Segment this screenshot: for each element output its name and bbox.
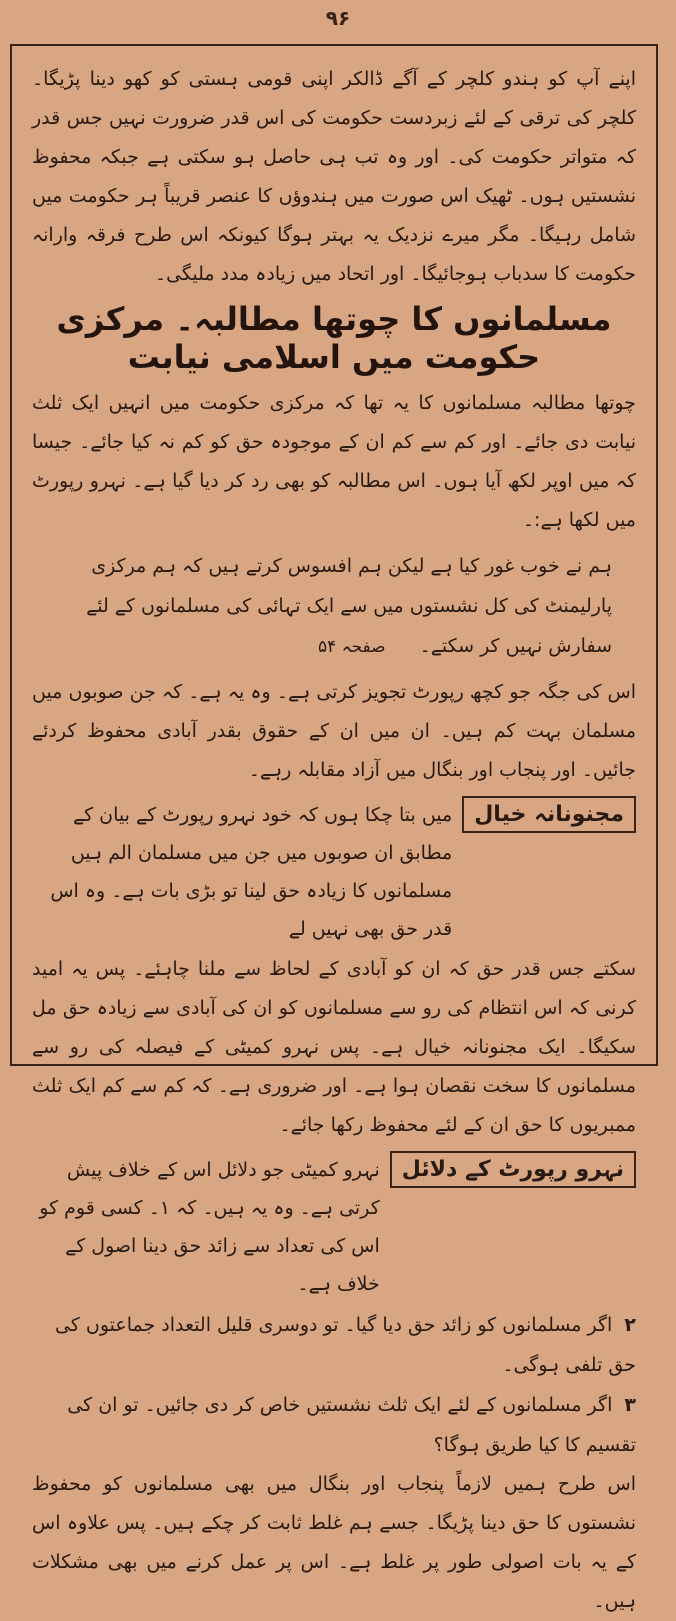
paragraph-demand: چوتھا مطالبہ مسلمانوں کا یہ تھا کہ مرکزی حکومت میں انہیں ایک ثلث نیابت دی جائے۔ اور کم سے کم ان کے موجودہ حق کو کم نہ کیا جائے۔ جیسا کہ میں اوپر لکھ آیا ہوں۔ اس مطالبہ کو بھی رد کر دیا گیا ہے۔ نہرو رپورٹ میں لکھا ہے:۔: [32, 392, 636, 531]
list-text: اگر مسلمانوں کو زائد حق دیا گیا۔ تو دوسری قلیل التعداد جماعتوں کی حق تلفی ہوگی۔: [54, 1314, 636, 1376]
page-number: ۹۶: [325, 6, 351, 30]
side-note-text: نہرو کمیٹی جو دلائل اس کے خلاف پیش کرتی ہے۔ وہ یہ ہیں۔ کہ ۱۔ کسی قوم کو اس کی تعداد سے زائد حق دینا اصول کے خلاف ہے۔: [39, 1159, 380, 1295]
list-number: ۲: [624, 1314, 636, 1336]
paragraph-continuation: سکتے جس قدر حق کہ ان کو آبادی کے لحاظ سے ملنا چاہئے۔ پس یہ امید کرنی کہ اس انتظام کی رو سے مسلمانوں کو ان کی آبادی سے زیادہ حق مل سکیگا۔ ایک مجنونانہ خیال ہے۔ پس نہرو کمیٹی کے فیصلہ کی رو سے مسلمانوں کا سخت نقصان ہوا ہے۔ اور ضروری ہے۔ کہ کم سے کم ایک ثلث ممبریوں کا حق ان کے لئے محفوظ رکھا جائے۔: [32, 958, 636, 1136]
side-note-block-2: [32, 1151, 636, 1303]
quote-text: ہم نے خوب غور کیا ہے لیکن ہم افسوس کرتے ہیں کہ ہم مرکزی پارلیمنٹ کی کل نشستوں میں سے ایک تہائی کی مسلمانوں کے لئے سفارش نہیں کر سکتے۔: [86, 555, 612, 657]
list-item: [32, 1385, 636, 1465]
arguments-list: [32, 1305, 636, 1465]
side-note-text: میں بتا چکا ہوں کہ خود نہرو رپورٹ کے بیان کے مطابق ان صوبوں میں جن میں مسلمان الم ہیں مسلمانوں کا زیادہ حق لینا تو بڑی بات ہے۔ وہ اس قدر حق بھی نہیں لے: [50, 804, 453, 940]
section-heading: مسلمانوں کا چوتھا مطالبہ۔ مرکزی حکومت میں اسلامی نیابت: [56, 300, 612, 376]
list-item: [32, 1305, 636, 1385]
paragraph-proposal: اس کی جگہ جو کچھ رپورٹ تجویز کرتی ہے۔ وہ یہ ہے۔ کہ جن صوبوں میں مسلمان بہت کم ہیں۔ ان میں ان کے حقوق بقدر آبادی محفوظ کردئے جائیں۔ اور پنجاب اور بنگال میں آزاد مقابلہ رہے۔: [32, 681, 636, 781]
intro-paragraph: اپنے آپ کو ہندو کلچر کے آگے ڈالکر اپنی قومی ہستی کو کھو دینا پڑیگا۔ کلچر کی ترقی کے لئے زبردست حکومت کی اس قدر ضرورت نہیں جس قدر کہ متواتر حکومت کی۔ اور وہ تب ہی حاصل ہو سکتی ہے جبکہ محفوظ نشستیں ہوں۔ ٹھیک اس صورت میں ہندوؤں کا عنصر قریباً ہر حکومت میں شامل رہیگا۔ مگر میرے نزدیک یہ بہتر ہوگا کیونکہ اس طرح فرقہ وارانہ حکومت کا سدباب ہوجائیگا۔ اور اتحاد میں زیادہ مدد ملیگی۔: [32, 68, 636, 285]
side-heading-box: نہرو رپورٹ کے دلائل: [390, 1151, 636, 1188]
list-number: ۳: [624, 1394, 636, 1416]
list-text: اگر مسلمانوں کے لئے ایک ثلث نشستیں خاص کر دی جائیں۔ تو ان کی تقسیم کا کیا طریق ہوگا؟: [67, 1394, 636, 1456]
page-frame: [10, 44, 658, 1612]
side-heading-box: مجنونانہ خیال: [462, 796, 636, 833]
report-quote: [42, 546, 612, 667]
side-note-block-1: [32, 796, 636, 948]
paragraph-final: اس طرح ہمیں لازماً پنجاب اور بنگال میں بھی مسلمانوں کو محفوظ نشستوں کا حق دینا پڑیگا۔ جسے ہم غلط ثابت کر چکے ہیں۔ پس علاوہ اس کے یہ بات اصولی طور پر غلط ہے۔ اس پر عمل کرنے میں بھی مشکلات ہیں۔: [32, 1473, 636, 1612]
quote-page-ref: صفحہ ۵۴: [317, 637, 386, 657]
